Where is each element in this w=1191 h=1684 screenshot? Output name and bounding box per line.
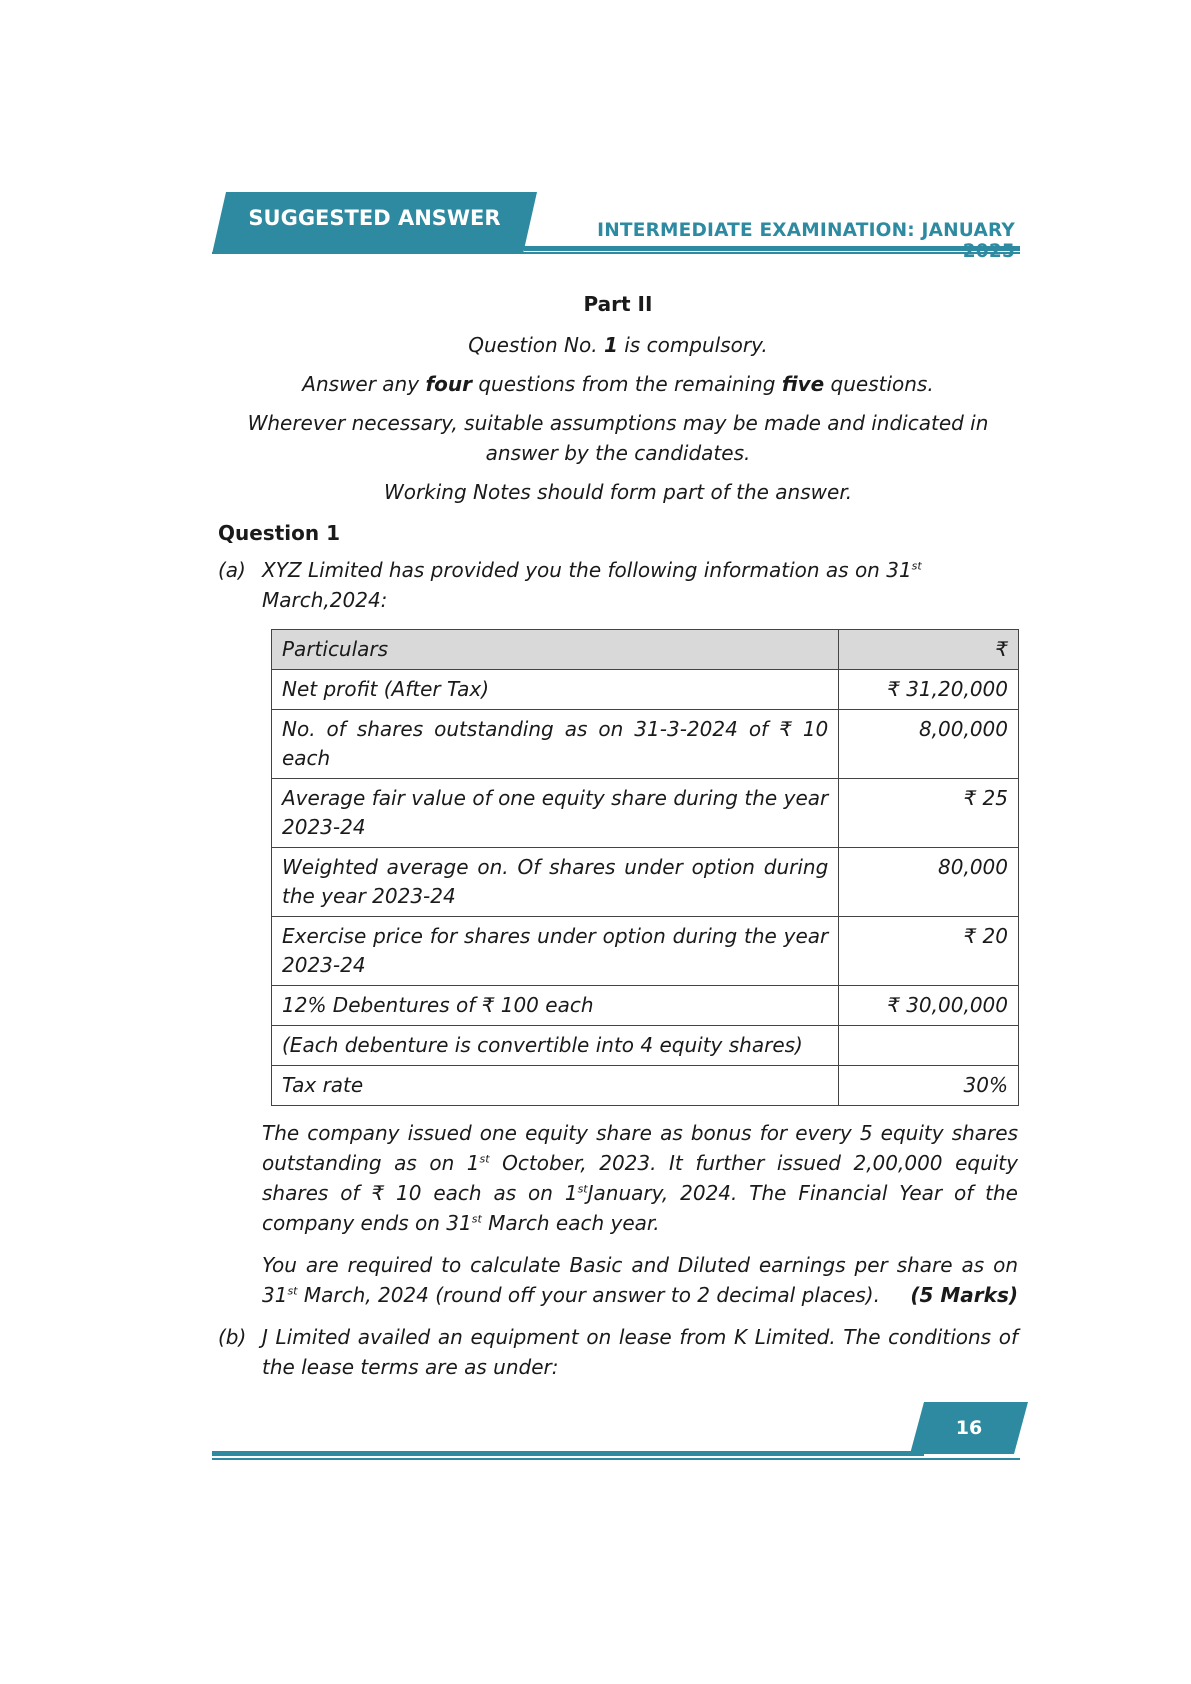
table-cell-particular: (Each debenture is convertible into 4 equity shares) — [272, 1026, 839, 1066]
table-row — [272, 917, 1019, 986]
header-tab-label: SUGGESTED ANSWER — [248, 206, 501, 230]
requirement-paragraph: You are required to calculate Basic and Diluted earnings per share as on 31st March, 2024 (round off your answer to 2 decimal places). (5 Marks) — [218, 1250, 1018, 1310]
header-rule-thin — [212, 252, 1020, 254]
question-b-intro: (b) J Limited availed an equipment on lease from K Limited. The conditions of the lease terms are as under: — [218, 1322, 1018, 1382]
table-cell-particular: Net profit (After Tax) — [272, 670, 839, 710]
table-header-cell: ₹ — [839, 630, 1019, 670]
exam-title: INTERMEDIATE EXAMINATION: JANUARY — [597, 220, 1015, 241]
instruction-assumptions: Wherever necessary, suitable assumptions may be made and indicated in answer by the candidates. — [247, 411, 989, 465]
part-title: Part II — [583, 292, 653, 316]
table-row — [272, 710, 1019, 779]
table-cell-amount: ₹ 20 — [839, 917, 1019, 986]
table-cell-particular: Exercise price for shares under option during the year 2023-24 — [272, 917, 839, 986]
header-rule-thick — [524, 246, 1020, 251]
table-row — [272, 779, 1019, 848]
question-b-label: (b) — [218, 1325, 247, 1349]
table-row — [272, 986, 1019, 1026]
table-cell-particular: 12% Debentures of ₹ 100 each — [272, 986, 839, 1026]
footer-rule-thin — [212, 1458, 1020, 1460]
instruction-compulsory: Question No. 1 is compulsory. — [468, 333, 768, 357]
bonus-issue-paragraph: The company issued one equity share as bonus for every 5 equity shares outstanding as on 1st October, 2023. It further issued 2,00,000 equity shares of ₹ 10 each as on 1stJanuary, 2024. The Financial Year of the company ends on 31st March each year. — [262, 1121, 1018, 1235]
table-row — [272, 670, 1019, 710]
table-cell-amount: ₹ 30,00,000 — [839, 986, 1019, 1026]
question-title: Question 1 — [218, 521, 340, 545]
table-cell-amount: 80,000 — [839, 848, 1019, 917]
table-row — [272, 1066, 1019, 1106]
question-a-intro: (a) XYZ Limited has provided you the following information as on 31st March,2024: — [218, 555, 1018, 615]
table-cell-amount: 30% — [839, 1066, 1019, 1106]
instruction-answer-any: Answer any four questions from the remaining five questions. — [302, 372, 934, 396]
table-header-cell: Particulars — [272, 630, 839, 670]
table-cell-particular: No. of shares outstanding as on 31-3-2024 of ₹ 10 each — [272, 710, 839, 779]
table-cell-amount: ₹ 31,20,000 — [839, 670, 1019, 710]
page-content — [218, 292, 1018, 1382]
instruction-working-notes: Working Notes should form part of the answer. — [383, 480, 853, 504]
table-cell-amount: ₹ 25 — [839, 779, 1019, 848]
table-cell-amount — [839, 1026, 1019, 1066]
data-table — [271, 629, 1019, 1106]
question-a-label: (a) — [218, 558, 246, 582]
footer-rule-thick — [212, 1451, 924, 1456]
table-row — [272, 848, 1019, 917]
table-header-row — [272, 630, 1019, 670]
page-number: 16 — [955, 1417, 983, 1439]
table-row — [272, 1026, 1019, 1066]
table-cell-particular: Tax rate — [272, 1066, 839, 1106]
table-cell-particular: Average fair value of one equity share during the year 2023-24 — [272, 779, 839, 848]
marks-label: (5 Marks) — [910, 1283, 1018, 1307]
table-cell-amount: 8,00,000 — [839, 710, 1019, 779]
table-cell-particular: Weighted average on. Of shares under option during the year 2023-24 — [272, 848, 839, 917]
